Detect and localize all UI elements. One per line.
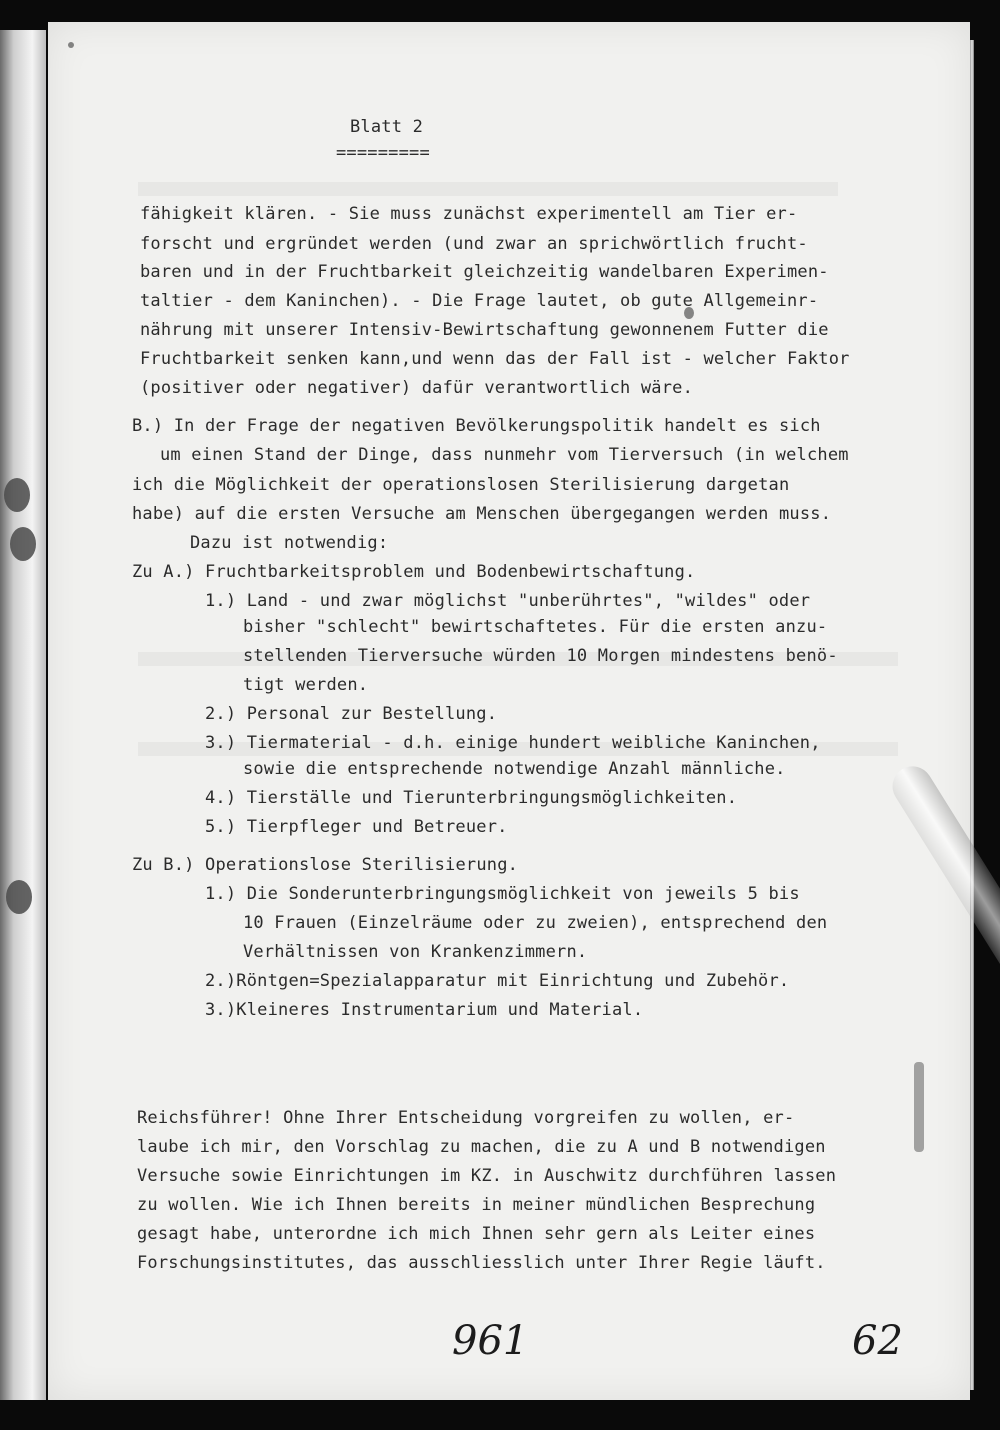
page-title: Blatt 2 (350, 117, 424, 137)
punch-hole-top (4, 478, 30, 512)
typed-line: nährung mit unserer Intensiv-Bewirtschaftung gewonnenem Futter die (140, 320, 829, 340)
typed-line: Zu A.) Fruchtbarkeitsproblem und Bodenbewirtschaftung. (132, 562, 696, 582)
handwritten-folio-number: 961 (452, 1318, 529, 1364)
typed-line: 10 Frauen (Einzelräume oder zu zweien), entsprechend den (243, 913, 828, 933)
handwritten-page-number: 62 (852, 1318, 903, 1364)
typed-line: 2.)Röntgen=Spezialapparatur mit Einrichtung und Zubehör. (205, 971, 790, 991)
typed-line: bisher "schlecht" bewirtschaftetes. Für die ersten anzu- (243, 617, 828, 637)
typed-line: Forschungsinstitutes, das ausschliesslich unter Ihrer Regie läuft. (137, 1253, 826, 1273)
typed-line: taltier - dem Kaninchen). - Die Frage lautet, ob gute Allgemeinr- (140, 291, 819, 311)
typed-line: baren und in der Fruchtbarkeit gleichzeitig wandelbaren Experimen- (140, 262, 829, 282)
typed-line: gesagt habe, unterordne ich mich Ihnen sehr gern als Leiter eines (137, 1224, 816, 1244)
typed-line: 3.)Kleineres Instrumentarium und Material. (205, 1000, 644, 1020)
typed-line: 5.) Tierpfleger und Betreuer. (205, 817, 508, 837)
typed-line: ich die Möglichkeit der operationslosen Sterilisierung dargetan (132, 475, 790, 495)
typed-line: Versuche sowie Einrichtungen im KZ. in Auschwitz durchführen lassen (137, 1166, 837, 1186)
typed-line: 1.) Land - und zwar möglichst "unberührtes", "wildes" oder (205, 591, 811, 611)
typed-line: Zu B.) Operationslose Sterilisierung. (132, 855, 519, 875)
typed-line: forscht und ergründet werden (und zwar an sprichwörtlich frucht- (140, 234, 808, 254)
typed-line: 3.) Tiermaterial - d.h. einige hundert weibliche Kaninchen, (205, 733, 821, 753)
typed-line: B.) In der Frage der negativen Bevölkerungspolitik handelt es sich (132, 416, 821, 436)
typed-line: um einen Stand der Dinge, dass nunmehr vom Tierversuch (in welchem (160, 445, 849, 465)
punch-hole-bottom (6, 880, 32, 914)
typed-line: Dazu ist notwendig: (190, 533, 389, 553)
binder-edge (0, 30, 46, 1400)
typed-line: 2.) Personal zur Bestellung. (205, 704, 498, 724)
margin-mark (914, 1062, 924, 1152)
typed-line: stellenden Tierversuche würden 10 Morgen mindestens benö- (243, 646, 838, 666)
typed-line: sowie die entsprechende notwendige Anzahl männliche. (243, 759, 786, 779)
typed-line: laube ich mir, den Vorschlag zu machen, die zu A und B notwendigen (137, 1137, 826, 1157)
typed-line: (positiver oder negativer) dafür verantwortlich wäre. (140, 378, 694, 398)
typed-line: Reichsführer! Ohne Ihrer Entscheidung vorgreifen zu wollen, er- (137, 1108, 795, 1128)
typed-line: Verhältnissen von Krankenzimmern. (243, 942, 588, 962)
typed-line: 1.) Die Sonderunterbringungsmöglichkeit von jeweils 5 bis (205, 884, 800, 904)
typed-line: 4.) Tierställe und Tierunterbringungsmöglichkeiten. (205, 788, 738, 808)
bleed-through (138, 182, 838, 196)
ink-blot (68, 42, 74, 48)
typed-line: fähigkeit klären. - Sie muss zunächst experimentell am Tier er- (140, 204, 798, 224)
document-page (48, 22, 970, 1400)
typed-line: zu wollen. Wie ich Ihnen bereits in meiner mündlichen Besprechung (137, 1195, 816, 1215)
title-underline: ========= (336, 143, 430, 163)
typed-line: Fruchtbarkeit senken kann,und wenn das der Fall ist - welcher Faktor (140, 349, 850, 369)
punch-hole-middle (10, 527, 36, 561)
typed-line: tigt werden. (243, 675, 369, 695)
typed-line: habe) auf die ersten Versuche am Menschen übergegangen werden muss. (132, 504, 832, 524)
